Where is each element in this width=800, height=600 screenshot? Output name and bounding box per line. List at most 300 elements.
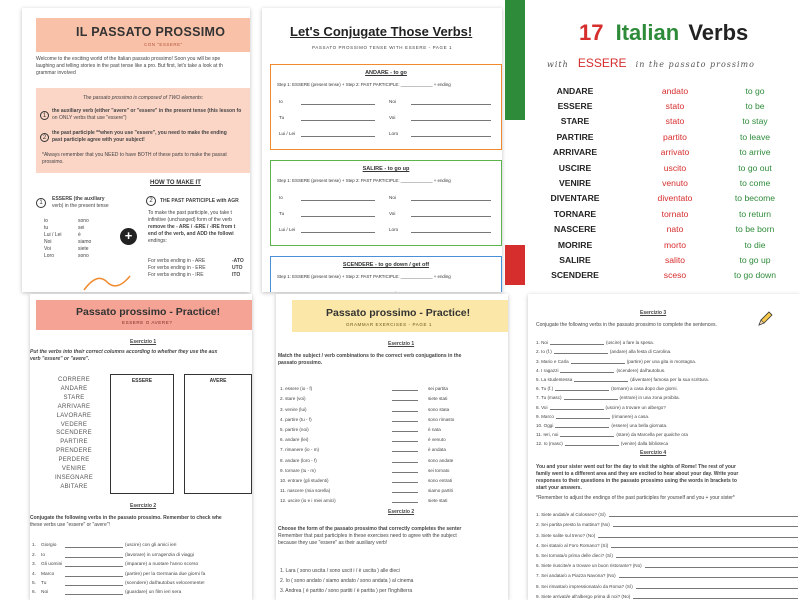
word-bank-item: INSEGNARE <box>54 474 94 481</box>
sentence-subject: Marco <box>41 571 55 577</box>
avere-column <box>184 374 252 494</box>
answer-field[interactable] <box>574 376 628 382</box>
ending-ire-value: ITO <box>232 272 241 278</box>
pp-text-3: remove the - ARE / -ERE / -IRE from t <box>148 224 236 230</box>
question-row <box>536 558 798 568</box>
essere-column <box>110 374 174 494</box>
sentence-rest: (partire) per la Germania due giorni fa <box>125 571 206 577</box>
answer-field[interactable] <box>645 562 798 568</box>
ex1-instr-2: verb "essere" or "avere". <box>30 356 90 362</box>
sentence-rest: (uscire) a trovare un albergo? <box>605 404 666 410</box>
subject-verb: 9. tornare (tu - m) <box>280 467 316 473</box>
answer-field[interactable] <box>555 422 609 428</box>
sentence-number: 4. <box>32 571 37 577</box>
question-row <box>536 538 798 548</box>
verb-participle: partito <box>663 131 687 142</box>
verb-translation: to come <box>739 178 771 189</box>
page-title: Passato prossimo - Practice! <box>76 306 221 318</box>
sentence-subject: 6. Tu (f.) <box>536 386 554 392</box>
conjugation-option: sei tornato <box>428 467 450 473</box>
verb-infinitive: ESSERE <box>557 101 593 112</box>
sentence-rest: (rimanere) a casa. <box>611 413 650 419</box>
matching-row <box>280 452 508 462</box>
conjugation-option: siete stati <box>428 498 448 504</box>
poster-title-italian: Italian <box>615 20 680 45</box>
pronoun-label: Io <box>279 99 283 104</box>
answer-field[interactable] <box>411 99 491 105</box>
conjugation-box <box>270 160 502 246</box>
sentence-subject: 1. Noi <box>536 340 549 346</box>
ex2-item-2: 2. Io ( sono andato / siamo andato / sono andata ) al cinema <box>280 578 414 584</box>
answer-field[interactable] <box>411 195 491 201</box>
verb-translation: to go out <box>738 162 772 173</box>
conjugation-option: sono rimasto <box>428 416 455 422</box>
subject-verb: 5. partire (noi) <box>280 426 309 432</box>
verb-translation: to leave <box>739 131 771 142</box>
answer-field[interactable] <box>392 457 418 463</box>
subject-verb: 11. nascere (mia sorella) <box>280 488 331 494</box>
verb-row <box>525 160 800 175</box>
sentence-rest: (uscire) a fare la spesa. <box>606 340 655 346</box>
answer-field[interactable] <box>65 542 123 548</box>
sentence-row <box>32 558 252 567</box>
ex1-instr-2: passato prossimo. <box>278 360 323 366</box>
step-line: Step 1: ESSERE (present tense) + Step 2: PAST PARTICIPLE: _____________ + ending <box>277 178 451 183</box>
sentence-rest: (guardare) un film ieri sera <box>125 590 182 596</box>
worksheet-exercises-3-4 <box>528 294 800 600</box>
worksheet-grammar-exercises <box>276 294 508 600</box>
page-subtitle: PASSATO PROSSIMO TENSE WITH ESSERE - PAGE 1 <box>312 45 453 50</box>
question-text: 9. Siete arrivati/e all'albergo prima di noi? (No) <box>536 593 631 599</box>
sentence-subject: Tu <box>41 580 47 586</box>
verb-row <box>525 222 800 237</box>
italian-flag-strip <box>505 0 525 120</box>
pp-text-5: endings: <box>148 238 167 244</box>
verb-row <box>525 237 800 252</box>
pronoun-noi: Noi <box>44 239 52 245</box>
conjugation-option: siamo partiti <box>428 488 453 494</box>
answer-field[interactable] <box>411 131 491 137</box>
answer-field[interactable] <box>301 211 375 217</box>
verb-heading: SALIRE - to go up <box>362 166 410 172</box>
subject-verb: 8. andare (loro - f) <box>280 457 317 463</box>
verb-row <box>525 83 800 98</box>
answer-field[interactable] <box>301 291 375 292</box>
answer-field[interactable] <box>560 367 614 373</box>
step-1-badge: 1 <box>36 198 46 208</box>
question-row <box>536 527 798 537</box>
answer-field[interactable] <box>392 477 418 483</box>
pronoun-label: Noi <box>389 99 396 104</box>
sentence-subject: 3. Mario e Carla <box>536 358 569 364</box>
answer-field[interactable] <box>392 395 418 401</box>
answer-field[interactable] <box>301 227 375 233</box>
verb-row <box>525 206 800 221</box>
verb-infinitive: SCENDERE <box>551 270 599 281</box>
pronoun-row <box>279 291 499 292</box>
question-row <box>536 507 798 517</box>
answer-field[interactable] <box>301 99 375 105</box>
poster-number: 17 <box>579 20 604 45</box>
poster-title-verbs: Verbs <box>688 20 749 45</box>
step-1-line-1: ESSERE (the auxiliary <box>52 196 105 202</box>
verb-translation: to die <box>744 239 766 250</box>
verb-infinitive: NASCERE <box>553 224 597 235</box>
answer-field[interactable] <box>392 467 418 473</box>
word-bank-item: VEDERE <box>60 421 88 428</box>
step-1-line-2: verb) in the present tense <box>52 203 109 209</box>
ex1-instr-1: Match the subject / verb combinations to the correct verb conjugations in the <box>278 353 462 359</box>
sentence-rest: (tornare) a casa dopo due giorni. <box>611 386 678 392</box>
subject-verb: 10. entrare (gli studenti) <box>280 477 329 483</box>
squiggle-decoration <box>82 270 132 292</box>
sentence-subject: 10. Oggi <box>536 422 554 428</box>
pronoun-row <box>279 211 499 217</box>
sentence-rest: (essere) una bella giornata. <box>611 422 668 428</box>
sentence-rest: (entrare) in una zona proibita. <box>619 395 680 401</box>
verb-translation: to go <box>745 85 765 96</box>
conjugation-row <box>536 419 798 428</box>
subject-verb: 3. venire (lui) <box>280 406 307 412</box>
matching-row <box>280 463 508 473</box>
pronoun-loro: Loro <box>44 253 55 259</box>
answer-field[interactable] <box>555 385 609 391</box>
verb-participle: stato <box>665 116 685 127</box>
answer-field[interactable] <box>392 497 418 503</box>
ending-ire-label: For verbs ending in - IRE <box>148 272 204 278</box>
pronoun-lui: Lui / Lei <box>44 232 62 238</box>
pronoun-label <box>389 291 411 292</box>
verb-participle: sceso <box>663 270 687 281</box>
answer-field[interactable] <box>550 404 604 410</box>
word-bank-item: PARTIRE <box>60 439 88 446</box>
pronoun-label: Tu <box>279 115 285 120</box>
number-1-badge: 1 <box>40 111 49 120</box>
verb-row <box>525 114 800 129</box>
answer-field[interactable] <box>411 227 491 233</box>
essere-noi: siamo <box>78 239 92 245</box>
essere-lui: è <box>78 232 81 238</box>
verb-list <box>525 83 800 283</box>
ending-ere-value: UTO <box>232 265 243 271</box>
verb-heading: SCENDERE - to go down / get off <box>342 262 430 268</box>
answer-field[interactable] <box>411 115 491 121</box>
subject-verb: 4. partire (tu - f) <box>280 416 312 422</box>
worksheet-practice-essere-avere <box>30 294 252 600</box>
exercise-3-heading: Esercizio 3 <box>640 310 667 316</box>
element-2-line-1: the past participle **when you use "essere", you need to make the ending <box>52 130 227 136</box>
answer-field[interactable] <box>564 394 618 400</box>
worksheet-il-passato-prossimo <box>22 8 250 292</box>
sentence-row <box>32 567 252 576</box>
step-2-label: THE PAST PARTICIPLE with AGR <box>160 197 239 204</box>
matching-row <box>280 473 508 483</box>
sentence-number: 5. <box>32 580 37 586</box>
word-bank-item: ANDARE <box>60 385 88 392</box>
pronoun-row <box>279 115 499 121</box>
essere-tu: sei <box>78 225 85 231</box>
answer-field[interactable] <box>616 552 798 558</box>
intro-line-2: laughing and telling stories in the past tense like a pro. But first, let's take a look at th <box>36 63 223 69</box>
composed-heading: The passato prossimo is composed of TWO elements: <box>82 95 204 101</box>
answer-field[interactable] <box>392 487 418 493</box>
ex4-instr-2: family went to a different area and they are excited to hear about your day. Write your <box>536 471 739 477</box>
pronoun-label: Io <box>279 195 283 200</box>
answer-field[interactable] <box>65 571 123 577</box>
sentence-number: 2. <box>32 552 37 558</box>
verb-row <box>525 129 800 144</box>
answer-field[interactable] <box>301 131 375 137</box>
pronoun-row <box>279 131 499 137</box>
sentence-rest: (stare) da Marcella per qualche ora <box>616 432 688 438</box>
sentence-rest: (venire) dalla biblioteca <box>620 441 669 447</box>
answer-field[interactable] <box>392 385 418 391</box>
answer-field[interactable] <box>571 358 625 364</box>
ending-are-value: -ATO <box>232 258 244 264</box>
answer-field[interactable] <box>65 580 123 586</box>
verb-row <box>525 191 800 206</box>
answer-field[interactable] <box>609 511 798 517</box>
conjugation-row <box>536 345 798 354</box>
conjugation-row <box>536 336 798 345</box>
word-bank <box>44 376 104 492</box>
question-text: 8. Sei rimasta/o impressionata/o da Roma? (Sì) <box>536 583 633 589</box>
verb-participle: tornato <box>661 208 689 219</box>
matching-row <box>280 493 508 503</box>
answer-field[interactable] <box>65 561 123 567</box>
essere-voi: siete <box>78 246 89 252</box>
sentence-subject: 11. Ieri, noi <box>536 432 559 438</box>
verb-translation: to be <box>745 101 765 112</box>
page-subtitle: GRAMMAR EXERCISES - PAGE 1 <box>346 322 433 327</box>
question-text: 6. Siete riuscite/e a trovare un buon ristorante? (No) <box>536 563 642 569</box>
intro-line-1: Welcome to the exciting world of the Italian passato prossimo! Soon you will be spe <box>36 56 221 62</box>
verb-participle: venuto <box>662 178 688 189</box>
verb-row <box>525 175 800 190</box>
conjugation-row <box>536 364 798 373</box>
answer-field[interactable] <box>65 552 123 558</box>
answer-field[interactable] <box>633 593 798 599</box>
verb-infinitive: ANDARE <box>556 85 594 96</box>
pronoun-row <box>279 227 499 233</box>
answer-field[interactable] <box>392 426 418 432</box>
sentence-subject: 8. Voi <box>536 404 548 410</box>
step-2-badge: 2 <box>146 196 156 206</box>
subject-verb: 6. andare (lei) <box>280 437 309 443</box>
pronoun-label: Voi <box>389 211 396 216</box>
answer-field[interactable] <box>636 583 798 589</box>
sentence-rest: (uscire) con gli amici ieri <box>125 543 177 549</box>
question-text: 3. Siete salite sul treno? (No) <box>536 532 596 538</box>
question-text: 4. Sei stata/o al Foro Romano? (Sì) <box>536 542 609 548</box>
conjugation-row <box>536 354 798 363</box>
conjugation-row <box>536 437 798 446</box>
conjugation-option: è nata <box>428 426 441 432</box>
answer-field[interactable] <box>611 542 798 548</box>
verb-participle: uscito <box>663 162 687 173</box>
answer-field[interactable] <box>613 521 798 527</box>
verb-translation: to arrive <box>739 147 771 158</box>
subject-verb: 12. uscire (io e i miei amici) <box>280 498 336 504</box>
ex2-instr-1: Choose the form of the passato prossimo that correctly completes the senter <box>278 526 462 532</box>
question-row <box>536 578 798 588</box>
sentence-row <box>32 548 252 557</box>
pronoun-label: Loro <box>389 227 399 232</box>
verb-participle: andato <box>661 85 689 96</box>
matching-row <box>280 381 508 391</box>
answer-field[interactable] <box>411 291 491 292</box>
page-title: Passato prossimo - Practice! <box>326 307 471 319</box>
sentence-rest: (lavorare) in un'agenzia di viaggi <box>125 552 194 558</box>
word-bank-item: LAVORARE <box>56 412 92 419</box>
pronoun-io: io <box>44 218 48 224</box>
verb-infinitive: ARRIVARE <box>552 147 598 158</box>
conjugation-box <box>270 64 502 150</box>
conjugation-option: sono entrati <box>428 477 453 483</box>
verb-infinitive: TORNARE <box>553 208 597 219</box>
verb-participle: nato <box>666 224 684 235</box>
matching-row <box>280 412 508 422</box>
question-row <box>536 589 798 599</box>
answer-field[interactable] <box>392 446 418 452</box>
essere-loro: sono <box>78 253 89 259</box>
sentence-subject: 5. La studentessa <box>536 376 573 382</box>
ex1-instr-1: Put the verbs into their correct columns according to whether they use the aux <box>30 349 218 355</box>
verb-translation: to go up <box>739 254 771 265</box>
answer-field[interactable] <box>565 440 619 446</box>
sentence-row <box>32 539 252 548</box>
ex2-instr-1: Conjugate the following verbs in the passato prossimo. Remember to check whe <box>30 515 222 521</box>
matching-row <box>280 442 508 452</box>
avere-column-header: AVERE <box>209 378 227 384</box>
sentence-rest: (scendere) dall'autobus. <box>616 367 666 373</box>
pronoun-voi: Voi <box>44 246 51 252</box>
question-text: 7. Sei andata/o a Piazza Navona? (No) <box>536 573 616 579</box>
sentence-number: 6. <box>32 590 37 596</box>
matching-row <box>280 422 508 432</box>
question-text: 5. Sei tornata/o prima delle dieci? (Sì) <box>536 552 613 558</box>
poster-tense: in the passato prossimo <box>635 60 755 69</box>
answer-field[interactable] <box>411 211 491 217</box>
question-row <box>536 568 798 578</box>
sentence-subject: Io <box>41 552 46 558</box>
sentence-subject: 2. Io (f.) <box>536 349 552 355</box>
sentence-rest: (partire) per una gita in montagna. <box>626 358 697 364</box>
answer-field[interactable] <box>556 413 610 419</box>
conjugation-row <box>536 428 798 437</box>
pp-text-2: infinitive (unchanged) form of the verb <box>148 217 232 223</box>
howto-heading: HOW TO MAKE IT <box>150 180 201 186</box>
sentence-row <box>32 577 252 586</box>
answer-field[interactable] <box>598 532 798 538</box>
answer-field[interactable] <box>619 572 798 578</box>
ex4-note: *Remember to adjust the endings of the past participles for yourself and you + your sister* <box>536 495 735 501</box>
conjugation-row <box>536 400 798 409</box>
ex2-instr-3: because they use "essere" as their auxiliary verb! <box>278 540 388 546</box>
answer-field[interactable] <box>392 436 418 442</box>
verb-row <box>525 252 800 267</box>
pronoun-label: Voi <box>389 115 396 120</box>
sentence-rest: (diventare) famosa per la sua scrittura. <box>630 376 709 382</box>
answer-field[interactable] <box>554 348 608 354</box>
sentence-subject: 7. Tu (masc) <box>536 395 562 401</box>
verb-row <box>525 98 800 113</box>
ex4-instr-3: responses to their questions in the passato prossimo using the words in brackets to <box>536 478 737 484</box>
verb-infinitive: DIVENTARE <box>550 193 600 204</box>
ending-ere-label: For verbs ending in - ERE <box>148 265 206 271</box>
question-row <box>536 548 798 558</box>
question-list <box>536 507 798 599</box>
step-line: Step 1: ESSERE (present tense) + Step 2: PAST PARTICIPLE: _____________ + ending <box>277 274 451 279</box>
sentence-rest: (imparare) a nuotare l'anno scorso <box>125 562 199 568</box>
verb-infinitive: USCIRE <box>558 162 592 173</box>
verb-row <box>525 145 800 160</box>
answer-field[interactable] <box>301 115 375 121</box>
ex2-item-3: 3. Andrea ( è partito / sono partiti / è partita ) per l'Inghilterra <box>280 588 413 594</box>
matching-row <box>280 391 508 401</box>
word-bank-item: PRENDERE <box>56 448 92 455</box>
answer-field[interactable] <box>392 406 418 412</box>
answer-field[interactable] <box>392 416 418 422</box>
verb-row <box>525 268 800 283</box>
exercise-1-heading: Esercizio 1 <box>388 341 415 347</box>
title-banner <box>292 300 508 332</box>
answer-field[interactable] <box>560 431 614 437</box>
pronoun-label: Lui / Lei <box>279 227 296 232</box>
question-text: 1. Siete andati/e al Colosseo? (Sì) <box>536 512 606 518</box>
conjugation-row <box>536 391 798 400</box>
sentence-row <box>32 586 252 595</box>
verb-translation: to stay <box>742 116 768 127</box>
matching-row <box>280 432 508 442</box>
verb-heading: ANDARE - to go <box>365 70 407 76</box>
page-title: Let's Conjugate Those Verbs! <box>290 24 473 39</box>
answer-field[interactable] <box>301 195 375 201</box>
subject-verb: 7. rimanere (io - m) <box>280 447 320 453</box>
exercise-1-heading: Esercizio 1 <box>130 339 157 345</box>
conjugation-box <box>270 256 502 292</box>
matching-row <box>280 483 508 493</box>
verb-participle: diventato <box>657 193 693 204</box>
pronoun-tu: tu <box>44 225 49 231</box>
sentence-subject: Giorgio <box>41 543 57 549</box>
page-title: IL PASSATO PROSSIMO <box>76 25 226 39</box>
verb-translation: to go down <box>733 270 777 281</box>
answer-field[interactable] <box>65 589 123 595</box>
pronoun-row <box>279 99 499 105</box>
conjugation-row <box>536 373 798 382</box>
answer-field[interactable] <box>550 339 604 345</box>
title-banner <box>36 18 250 52</box>
matching-list <box>280 381 508 503</box>
matching-row <box>280 401 508 411</box>
conjugation-row <box>536 410 798 419</box>
ex2-instr-2: Remember that past participles in these exercises need to agree with the subject <box>278 533 457 539</box>
worksheet-lets-conjugate <box>262 8 502 292</box>
pronoun-label: Loro <box>389 131 399 136</box>
poster-with: with <box>547 60 569 69</box>
verb-participle: arrivato <box>660 147 690 158</box>
step-line: Step 1: ESSERE (present tense) + Step 2: PAST PARTICIPLE: _____________ + ending <box>277 82 451 87</box>
page-subtitle: ESSERE O AVERE? <box>122 320 173 325</box>
number-2-badge: 2 <box>40 133 49 142</box>
exercise-2-heading: Esercizio 2 <box>130 503 157 509</box>
verb-infinitive: STARE <box>560 116 590 127</box>
conjugation-option: sono stata <box>428 406 450 412</box>
pronoun-label <box>279 291 301 292</box>
pp-text-4: end of the verb, and ADD the followi <box>148 231 234 237</box>
pronoun-label: Noi <box>389 195 396 200</box>
